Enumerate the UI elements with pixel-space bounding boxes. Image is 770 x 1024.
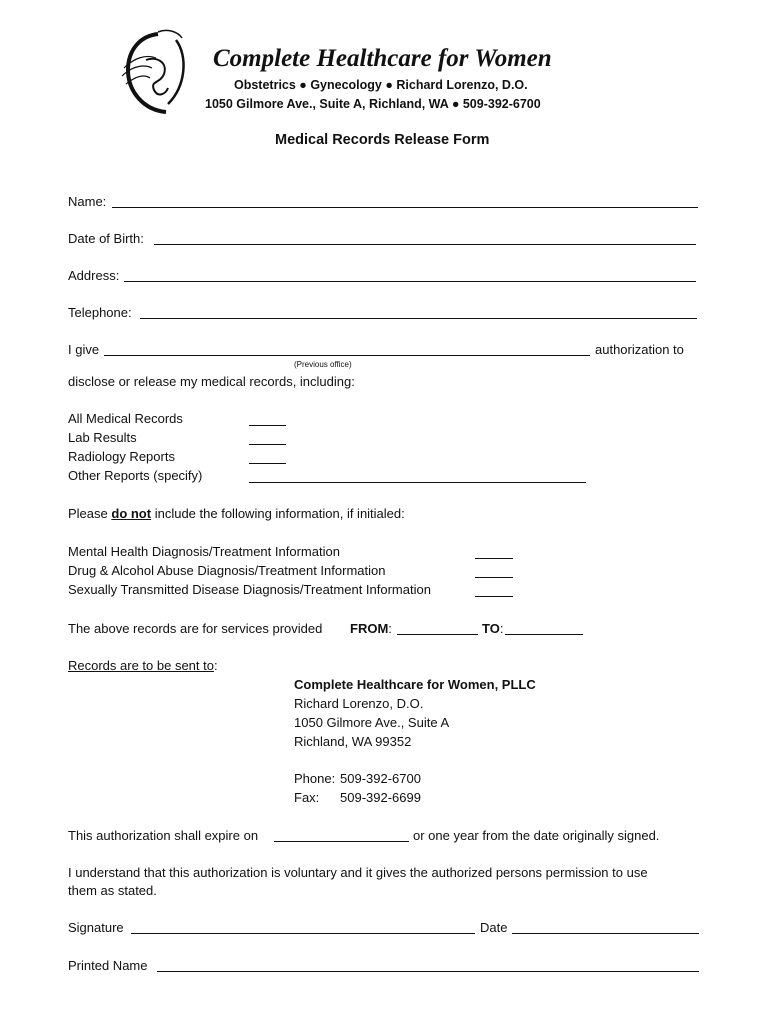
exclude-do-not: do not — [111, 506, 152, 521]
exclude-please: Please — [68, 506, 108, 521]
address-label: Address: — [68, 268, 120, 283]
exclude-drug-alcohol-label: Drug & Alcohol Abuse Diagnosis/Treatment Information — [68, 563, 386, 578]
exclude-mental-health-label: Mental Health Diagnosis/Treatment Information — [68, 544, 340, 559]
date-label: Date — [480, 920, 508, 935]
expire-prefix: This authorization shall expire on — [68, 828, 259, 843]
to-date-field[interactable] — [505, 634, 583, 635]
send-to-label: Records are to be sent to: — [68, 658, 218, 673]
send-to-company: Complete Healthcare for Women, PLLC — [294, 677, 536, 692]
previous-office-field[interactable] — [104, 355, 590, 356]
send-to-phone-label: Phone: — [294, 771, 336, 786]
expire-suffix: or one year from the date originally signed. — [413, 828, 660, 843]
i-give-label: I give — [68, 342, 100, 357]
record-all-medical-label: All Medical Records — [68, 411, 183, 426]
dob-label: Date of Birth: — [68, 231, 144, 246]
from-date-field[interactable] — [397, 634, 478, 635]
name-label: Name: — [68, 194, 107, 209]
understand-line-1: I understand that this authorization is voluntary and it gives the authorized persons permission to use — [68, 865, 648, 880]
disclose-text: disclose or release my medical records, including: — [68, 374, 355, 389]
practice-logo — [118, 28, 193, 116]
signature-field[interactable] — [131, 933, 475, 934]
authorization-to-label: authorization to — [595, 342, 684, 357]
send-to-phone: 509-392-6700 — [340, 771, 421, 786]
record-all-medical-initial[interactable] — [249, 425, 286, 426]
printed-name-field[interactable] — [157, 971, 699, 972]
name-field[interactable] — [112, 207, 698, 208]
send-to-street: 1050 Gilmore Ave., Suite A — [294, 715, 450, 730]
exclude-std-label: Sexually Transmitted Disease Diagnosis/Treatment Information — [68, 582, 431, 597]
record-other-label: Other Reports (specify) — [68, 468, 203, 483]
from-label: FROM: — [350, 621, 392, 636]
address-field[interactable] — [124, 281, 696, 282]
record-other-specify-field[interactable] — [249, 482, 586, 483]
exclude-drug-alcohol-initial[interactable] — [475, 577, 513, 578]
send-to-fax-label: Fax: — [294, 790, 320, 805]
telephone-field[interactable] — [140, 318, 697, 319]
form-title: Medical Records Release Form — [275, 132, 490, 148]
practice-specialties: Obstetrics ● Gynecology ● Richard Lorenzo, D.O. — [234, 78, 528, 92]
to-label: TO: — [482, 621, 504, 636]
previous-office-caption: (Previous office) — [294, 360, 352, 369]
record-lab-results-initial[interactable] — [249, 444, 286, 445]
send-to-fax: 509-392-6699 — [340, 790, 421, 805]
record-radiology-initial[interactable] — [249, 463, 286, 464]
understand-line-2: them as stated. — [68, 883, 157, 898]
expire-date-field[interactable] — [274, 841, 409, 842]
record-radiology-label: Radiology Reports — [68, 449, 175, 464]
signature-date-field[interactable] — [512, 933, 699, 934]
practice-name: Complete Healthcare for Women — [213, 45, 552, 72]
exclude-instruction — [68, 506, 405, 521]
printed-name-label: Printed Name — [68, 958, 148, 973]
telephone-label: Telephone: — [68, 305, 132, 320]
dob-field[interactable] — [154, 244, 696, 245]
exclude-std-initial[interactable] — [475, 596, 513, 597]
send-to-city: Richland, WA 99352 — [294, 734, 412, 749]
send-to-doctor: Richard Lorenzo, D.O. — [294, 696, 424, 711]
signature-label: Signature — [68, 920, 124, 935]
exclude-rest: include the following information, if initialed: — [154, 506, 405, 521]
practice-address: 1050 Gilmore Ave., Suite A, Richland, WA ● 509-392-6700 — [205, 97, 541, 111]
record-lab-results-label: Lab Results — [68, 430, 137, 445]
exclude-mental-health-initial[interactable] — [475, 558, 513, 559]
services-text: The above records are for services provided — [68, 621, 323, 636]
